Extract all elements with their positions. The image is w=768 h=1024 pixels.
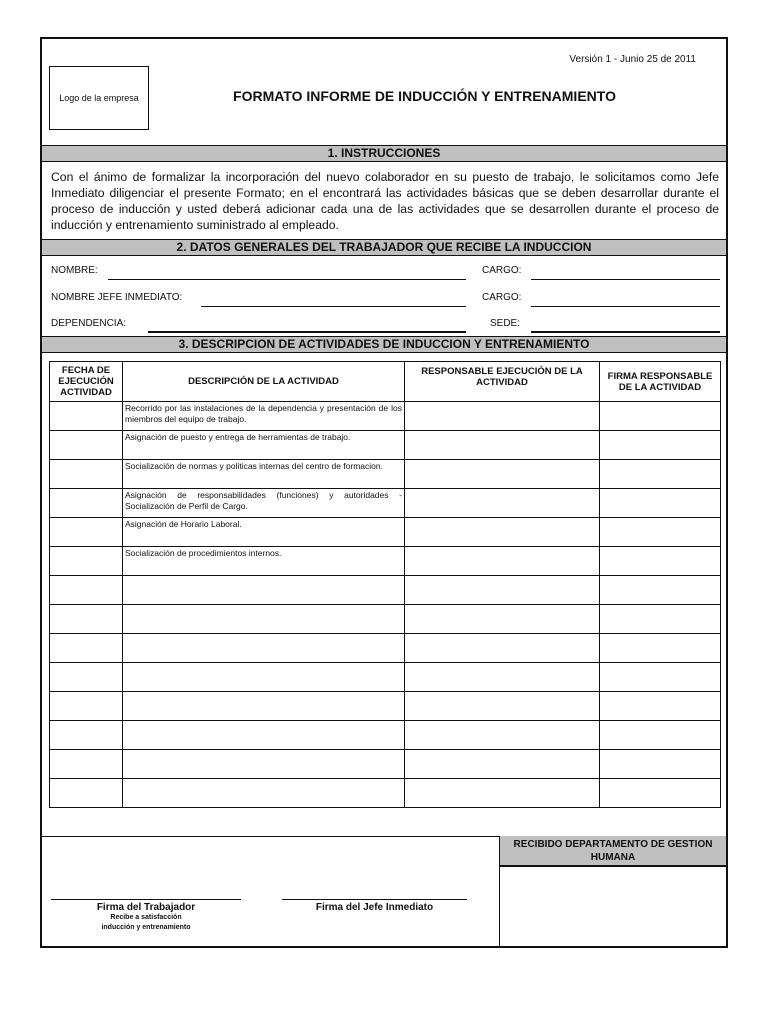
- table-row: [50, 576, 721, 605]
- firma-cell[interactable]: [600, 576, 721, 605]
- descripcion-cell[interactable]: [123, 750, 405, 779]
- table-row: [50, 721, 721, 750]
- responsable-cell[interactable]: [405, 547, 600, 576]
- table-row: [50, 663, 721, 692]
- dependencia-field[interactable]: [148, 331, 466, 333]
- instructions-text: Con el ánimo de formalizar la incorporación del nuevo colaborador en su puesto de trabajo, le solicitamos como Jefe Inmediato diligenciar el presente Formato; en el encontrará las actividades básicas que se deben desarrollar durante el proceso de inducción y usted deberá adicionar cada una de las actividades que se desarrollen durante el proceso de inducción y entrenamiento suministrado al empleado.: [51, 170, 719, 232]
- form-title: FORMATO INFORME DE INDUCCIÓN Y ENTRENAMIENTO: [233, 88, 616, 104]
- worker-signature-label: Firma del Trabajador: [96, 902, 196, 913]
- firma-cell[interactable]: [600, 547, 721, 576]
- firma-cell[interactable]: [600, 402, 721, 431]
- responsable-cell[interactable]: [405, 402, 600, 431]
- responsable-cell[interactable]: [405, 750, 600, 779]
- col-header-firma: FIRMA RESPONSABLE DE LA ACTIVIDAD: [600, 362, 721, 402]
- worker-signature-sub1: Recibe a satisfacción: [110, 914, 182, 921]
- firma-cell[interactable]: [600, 518, 721, 547]
- descripcion-cell[interactable]: [123, 779, 405, 808]
- fecha-cell[interactable]: [50, 605, 123, 634]
- responsable-cell[interactable]: [405, 489, 600, 518]
- col-header-descripcion: DESCRIPCIÓN DE LA ACTIVIDAD: [123, 362, 405, 402]
- fecha-cell[interactable]: [50, 489, 123, 518]
- firma-cell[interactable]: [600, 692, 721, 721]
- worker-signature-line: [51, 899, 241, 900]
- section-instructions-title: 1. INSTRUCCIONES: [42, 145, 726, 162]
- fecha-cell[interactable]: [50, 779, 123, 808]
- responsable-cell[interactable]: [405, 605, 600, 634]
- firma-cell[interactable]: [600, 605, 721, 634]
- jefe-inmediato-field[interactable]: [201, 306, 466, 307]
- table-row: [50, 692, 721, 721]
- boss-signature[interactable]: [282, 899, 467, 913]
- version-text: Versión 1 - Junio 25 de 2011: [569, 54, 696, 65]
- boss-signature-label: Firma del Jefe Inmediato: [315, 902, 434, 913]
- descripcion-cell[interactable]: [123, 721, 405, 750]
- responsable-cell[interactable]: [405, 663, 600, 692]
- descripcion-cell[interactable]: [123, 634, 405, 663]
- fecha-cell[interactable]: [50, 431, 123, 460]
- induction-form: [40, 37, 728, 948]
- responsable-cell[interactable]: [405, 576, 600, 605]
- descripcion-cell[interactable]: Asignación de Horario Laboral.: [123, 518, 405, 547]
- table-row: [50, 779, 721, 808]
- table-row: [50, 605, 721, 634]
- worker-signature[interactable]: [51, 899, 241, 933]
- nombre-field[interactable]: [108, 279, 466, 280]
- col-header-fecha: FECHA DE EJECUCIÓN ACTIVIDAD: [50, 362, 123, 402]
- responsable-cell[interactable]: [405, 460, 600, 489]
- descripcion-cell[interactable]: [123, 663, 405, 692]
- firma-cell[interactable]: [600, 663, 721, 692]
- responsable-cell[interactable]: [405, 721, 600, 750]
- table-row: [50, 431, 721, 460]
- company-logo-placeholder: Logo de la empresa: [49, 66, 149, 130]
- fecha-cell[interactable]: [50, 750, 123, 779]
- descripcion-cell[interactable]: Asignación de puesto y entrega de herramientas de trabajo.: [123, 431, 405, 460]
- section-general-data-title: 2. DATOS GENERALES DEL TRABAJADOR QUE RECIBE LA INDUCCION: [42, 239, 726, 256]
- descripcion-cell[interactable]: Asignación de responsabilidades (funciones) y autoridades - Socialización de Perfil de Cargo.: [123, 489, 405, 518]
- descripcion-cell[interactable]: Socialización de procedimientos internos.: [123, 547, 405, 576]
- responsable-cell[interactable]: [405, 634, 600, 663]
- dependencia-label: DEPENDENCIA:: [51, 318, 127, 329]
- table-row: [50, 547, 721, 576]
- fecha-cell[interactable]: [50, 663, 123, 692]
- table-row: [50, 460, 721, 489]
- section-activities-title: 3. DESCRIPCION DE ACTIVIDADES DE INDUCCION Y ENTRENAMIENTO: [42, 336, 726, 353]
- responsable-cell[interactable]: [405, 692, 600, 721]
- table-row: [50, 634, 721, 663]
- firma-cell[interactable]: [600, 460, 721, 489]
- activities-table: [49, 361, 721, 808]
- firma-cell[interactable]: [600, 721, 721, 750]
- firma-cell[interactable]: [600, 634, 721, 663]
- sede-label: SEDE:: [490, 318, 521, 329]
- col-header-responsable: RESPONSABLE EJECUCIÓN DE LA ACTIVIDAD: [405, 362, 600, 402]
- hr-received-title: RECIBIDO DEPARTAMENTO DE GESTION HUMANA: [500, 836, 726, 867]
- table-row: [50, 489, 721, 518]
- cargo-label: CARGO:: [482, 265, 522, 276]
- responsable-cell[interactable]: [405, 518, 600, 547]
- table-row: [50, 518, 721, 547]
- fecha-cell[interactable]: [50, 518, 123, 547]
- hr-received-box[interactable]: [499, 836, 726, 946]
- descripcion-cell[interactable]: [123, 692, 405, 721]
- responsable-cell[interactable]: [405, 431, 600, 460]
- firma-cell[interactable]: [600, 489, 721, 518]
- firma-cell[interactable]: [600, 431, 721, 460]
- descripcion-cell[interactable]: Socialización de normas y politicas internas del centro de formacion.: [123, 460, 405, 489]
- table-row: [50, 750, 721, 779]
- cargo-jefe-label: CARGO:: [482, 292, 522, 303]
- table-header-row: [50, 362, 721, 402]
- descripcion-cell[interactable]: [123, 605, 405, 634]
- sede-field[interactable]: [531, 331, 720, 333]
- descripcion-cell[interactable]: [123, 576, 405, 605]
- fecha-cell[interactable]: [50, 460, 123, 489]
- fecha-cell[interactable]: [50, 402, 123, 431]
- fecha-cell[interactable]: [50, 547, 123, 576]
- descripcion-cell[interactable]: Recorrido por las instalaciones de la dependencia y presentación de los miembros del equipo de trabajo.: [123, 402, 405, 431]
- boss-signature-line: [282, 899, 467, 900]
- jefe-inmediato-label: NOMBRE JEFE INMEDIATO:: [51, 292, 183, 303]
- cargo-jefe-field[interactable]: [531, 306, 720, 307]
- responsable-cell[interactable]: [405, 779, 600, 808]
- firma-cell[interactable]: [600, 750, 721, 779]
- fecha-cell[interactable]: [50, 576, 123, 605]
- firma-cell[interactable]: [600, 779, 721, 808]
- cargo-field[interactable]: [531, 279, 720, 280]
- fecha-cell[interactable]: [50, 692, 123, 721]
- form-header: [42, 39, 726, 145]
- fecha-cell[interactable]: [50, 721, 123, 750]
- table-row: [50, 402, 721, 431]
- nombre-label: NOMBRE:: [51, 265, 98, 276]
- fecha-cell[interactable]: [50, 634, 123, 663]
- worker-signature-sub2: inducción y entrenamiento: [101, 924, 191, 931]
